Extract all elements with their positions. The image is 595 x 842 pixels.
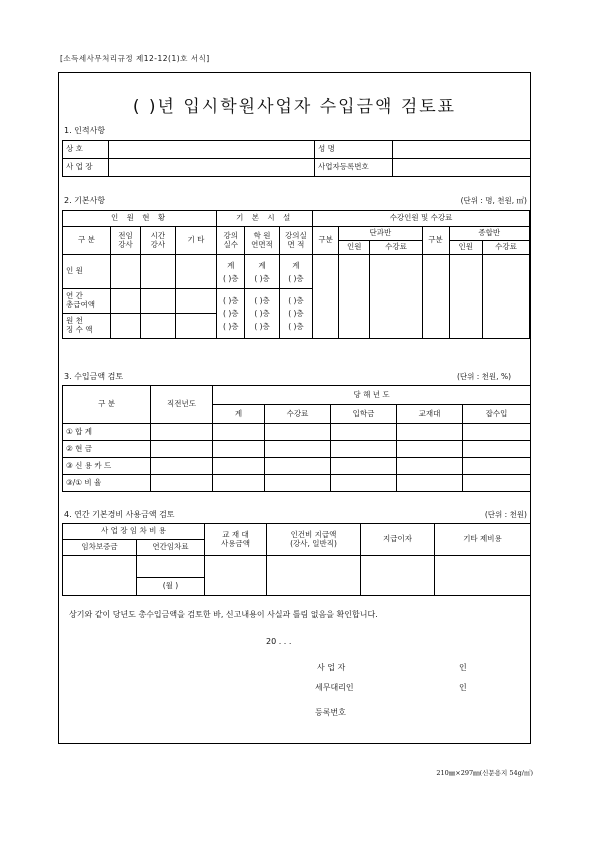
category-header: 구 분: [63, 227, 111, 255]
registration-number-label: 등록번호: [315, 708, 346, 717]
section3-heading: 3. 수입금액 검토: [64, 372, 124, 381]
form-title: ( )년 입시학원사업자 수입금액 검토표: [132, 97, 457, 117]
revenue-review-table: [62, 385, 531, 492]
rev-cell[interactable]: [463, 475, 531, 492]
fee-a-header: 수강료: [370, 241, 422, 255]
withholding-hourly[interactable]: [141, 314, 175, 339]
name-field[interactable]: [393, 141, 531, 159]
category-b-header: 구분: [422, 227, 449, 255]
rev-cell[interactable]: [463, 458, 531, 475]
general-class-header: 종합반: [449, 227, 529, 241]
room-area-total[interactable]: 계 ( )층: [279, 255, 312, 289]
rev-cell[interactable]: [151, 441, 213, 458]
staff-hourly-count[interactable]: [141, 255, 175, 289]
labor-header: 인건비 지급액 (강사, 일반직): [267, 524, 361, 556]
rev-cell[interactable]: [151, 458, 213, 475]
academy-area-total[interactable]: 계 ( )층: [245, 255, 279, 289]
rent-costs-header: 사 업 장 임 차 비 용: [63, 524, 205, 540]
basic-info-table: [62, 210, 530, 339]
single-class-header: 단과반: [339, 227, 422, 241]
rev-cell[interactable]: [213, 441, 265, 458]
fulltime-lecturer-header: 전임 강사: [110, 227, 140, 255]
academy-area-header: 학 원 연면적: [245, 227, 279, 255]
workplace-field[interactable]: [109, 159, 315, 177]
trade-name-label: 상 호: [63, 141, 109, 159]
headcount-a-header: 인원: [339, 241, 370, 255]
biz-reg-no-field[interactable]: [393, 159, 531, 177]
withholding-row-label: 원 천 징 수 액: [63, 314, 111, 339]
annual-rent-field[interactable]: [137, 556, 205, 578]
facilities-header: 기 본 시 설: [217, 211, 313, 227]
lecture-rooms-floors[interactable]: ( )층 ( )층 ( )층: [217, 289, 245, 339]
room-area-floors[interactable]: ( )층 ( )층 ( )층: [279, 289, 312, 339]
rev-cell[interactable]: [331, 424, 397, 441]
interest-field[interactable]: [361, 556, 435, 596]
hourly-lecturer-header: 시간 강사: [141, 227, 175, 255]
rev-cell[interactable]: [265, 441, 331, 458]
deposit-header: 임차보증금: [63, 540, 137, 556]
lecture-rooms-total[interactable]: 계 ( )층: [217, 255, 245, 289]
pay-hourly[interactable]: [141, 289, 175, 314]
rev-category-header: 구 분: [63, 386, 151, 424]
monthly-rent-field[interactable]: (월 ): [137, 578, 205, 596]
other-expenses-header: 기타 제비용: [435, 524, 531, 556]
section2-unit: (단위 : 명, 천원, ㎡): [460, 196, 527, 205]
col-tuition: 수강료: [265, 405, 331, 424]
enrollment-header: 수강인원 및 수강료: [313, 211, 530, 227]
trade-name-field[interactable]: [109, 141, 315, 159]
expense-review-table: [62, 523, 531, 596]
fee-b-header: 수강료: [482, 241, 529, 255]
rev-cell[interactable]: [213, 458, 265, 475]
rev-cell[interactable]: [397, 441, 463, 458]
pay-other[interactable]: [175, 289, 217, 314]
staff-other-count[interactable]: [175, 255, 217, 289]
rev-cell[interactable]: [463, 441, 531, 458]
business-owner-label: 사 업 자: [317, 663, 346, 672]
rev-cell[interactable]: [213, 475, 265, 492]
date-line[interactable]: 20 . . .: [266, 637, 292, 646]
staff-fulltime-count[interactable]: [110, 255, 140, 289]
enroll-fee-a[interactable]: [370, 255, 422, 339]
col-textbook: 교재대: [397, 405, 463, 424]
form-reference: [소득세사무처리규정 제12-12(1)호 서식]: [60, 54, 210, 63]
paper-spec-footnote: 210㎜×297㎜(신문용지 54g/㎡): [436, 769, 533, 777]
workplace-label: 사 업 장: [63, 159, 109, 177]
others-header: 기 타: [175, 227, 217, 255]
other-expenses-field[interactable]: [435, 556, 531, 596]
rev-cell[interactable]: [265, 475, 331, 492]
rev-cell[interactable]: [331, 475, 397, 492]
row-ratio-label: ③/① 비 율: [63, 475, 151, 492]
lecture-rooms-header: 강의 실수: [217, 227, 245, 255]
rev-cell[interactable]: [151, 475, 213, 492]
tax-agent-label: 세무대리인: [315, 683, 354, 692]
labor-field[interactable]: [267, 556, 361, 596]
rev-cell[interactable]: [331, 458, 397, 475]
section3-unit: (단위 : 천원, %): [456, 372, 511, 381]
enroll-headcount-a[interactable]: [339, 255, 370, 339]
rev-cell[interactable]: [397, 458, 463, 475]
rev-cell[interactable]: [151, 424, 213, 441]
section4-unit: (단위 : 천원): [484, 510, 527, 519]
enroll-cat-b[interactable]: [422, 255, 449, 339]
prev-year-header: 직전년도: [151, 386, 213, 424]
annual-rent-header: 연간임차료: [137, 540, 205, 556]
row-cash-label: ② 현 금: [63, 441, 151, 458]
row-card-label: ③ 신 용 카 드: [63, 458, 151, 475]
enroll-cat-a[interactable]: [313, 255, 339, 339]
rev-cell[interactable]: [265, 458, 331, 475]
owner-seal-mark[interactable]: 인: [459, 663, 467, 672]
enroll-headcount-b[interactable]: [449, 255, 482, 339]
row-total-label: ① 합 계: [63, 424, 151, 441]
materials-field[interactable]: [205, 556, 267, 596]
name-label: 성 명: [315, 141, 393, 159]
annual-pay-row-label: 연 간 총급여액: [63, 289, 111, 314]
pay-fulltime[interactable]: [110, 289, 140, 314]
rev-cell[interactable]: [397, 424, 463, 441]
current-year-header: 당 해 년 도: [213, 386, 531, 405]
col-misc: 잡수입: [463, 405, 531, 424]
materials-header: 교 재 대 사용금액: [205, 524, 267, 556]
deposit-field[interactable]: [63, 556, 137, 596]
confirmation-text: 상기와 같이 당년도 총수입금액을 검토한 바, 신고내용이 사실과 틀림 없음을 확인합니다.: [69, 610, 378, 619]
rev-cell[interactable]: [213, 424, 265, 441]
col-admission: 입학금: [331, 405, 397, 424]
section2-heading: 2. 기본사항: [64, 196, 106, 205]
category-a-header: 구분: [313, 227, 339, 255]
section1-heading: 1. 인적사항: [64, 126, 106, 135]
staff-status-header: 인 원 현 황: [63, 211, 217, 227]
headcount-row-label: 인 원: [63, 255, 111, 289]
section4-heading: 4. 연간 기본경비 사용금액 검토: [64, 510, 175, 519]
room-area-header: 강의실 면 적: [279, 227, 312, 255]
rev-cell[interactable]: [331, 441, 397, 458]
interest-header: 지급이자: [361, 524, 435, 556]
headcount-b-header: 인원: [449, 241, 482, 255]
agent-seal-mark[interactable]: 인: [459, 683, 467, 692]
rev-cell[interactable]: [397, 475, 463, 492]
enroll-fee-b[interactable]: [482, 255, 529, 339]
rev-cell[interactable]: [463, 424, 531, 441]
personal-info-table: [62, 140, 531, 177]
biz-reg-no-label: 사업자등록번호: [315, 159, 393, 177]
withholding-fulltime[interactable]: [110, 314, 140, 339]
withholding-other[interactable]: [175, 314, 217, 339]
col-total: 계: [213, 405, 265, 424]
rev-cell[interactable]: [265, 424, 331, 441]
academy-area-floors[interactable]: ( )층 ( )층 ( )층: [245, 289, 279, 339]
